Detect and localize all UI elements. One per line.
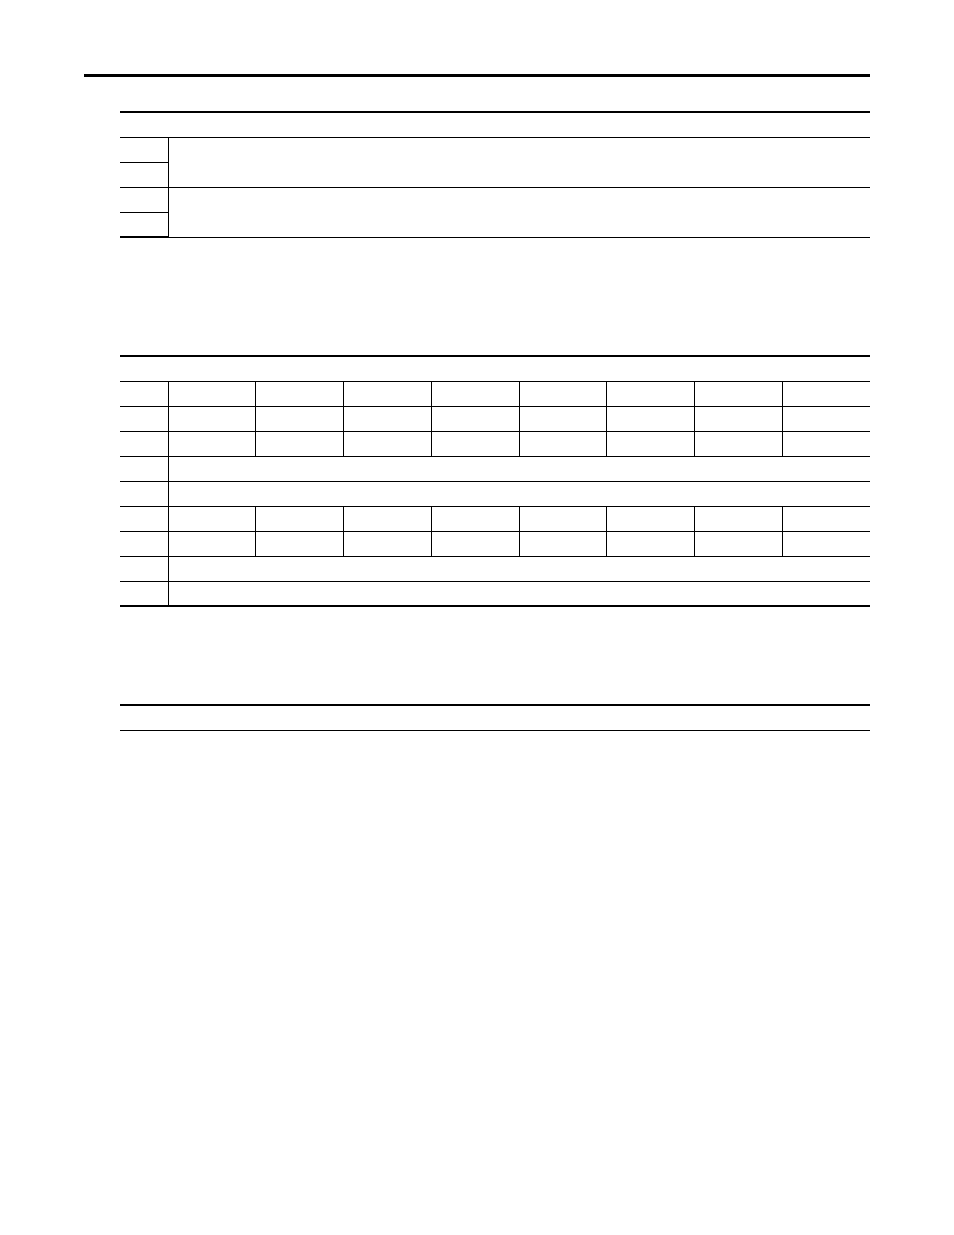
- bit-cell: [782, 531, 870, 556]
- bit-cell: [519, 506, 607, 531]
- instance-152-table: [120, 111, 870, 238]
- column-header-bit: [607, 381, 695, 406]
- bit-cell: [607, 431, 695, 456]
- column-header-bit: [344, 381, 432, 406]
- bit-cell: [431, 431, 519, 456]
- table-row: [120, 481, 870, 506]
- column-header-bit: [256, 381, 344, 406]
- bit-cell: [256, 506, 344, 531]
- table-row: [120, 431, 870, 456]
- table-row: [120, 506, 870, 531]
- column-header-row: [120, 730, 870, 755]
- bit-cell: [695, 406, 783, 431]
- table-row: [120, 531, 870, 556]
- bit-cell: [168, 531, 256, 556]
- table-row: [120, 406, 870, 431]
- table-title: [120, 112, 870, 137]
- bit-cell: [607, 406, 695, 431]
- table-row: [120, 456, 870, 481]
- column-header-bit: [168, 381, 256, 406]
- bit-cell: [519, 406, 607, 431]
- column-header-bit: [519, 381, 607, 406]
- header-rule: [84, 74, 870, 77]
- value-cell: [168, 481, 870, 506]
- byte-cell: [120, 506, 168, 531]
- bit-cell: [695, 506, 783, 531]
- bit-cell: [344, 406, 432, 431]
- byte-cell: [120, 187, 168, 212]
- column-header-bit: [782, 381, 870, 406]
- bit-cell: [519, 531, 607, 556]
- bit-cell: [607, 506, 695, 531]
- column-header-bit: [695, 381, 783, 406]
- value-cell: [168, 556, 870, 581]
- instance-156-table: [120, 704, 870, 755]
- instance-154-table: [120, 355, 870, 607]
- bit-cell: [782, 406, 870, 431]
- value-cell: [168, 137, 870, 187]
- table-title: [120, 356, 870, 381]
- table-row: [120, 581, 870, 606]
- table-row: [120, 556, 870, 581]
- bit-cell: [782, 506, 870, 531]
- column-header-byte: [120, 381, 168, 406]
- byte-cell: [120, 531, 168, 556]
- byte-cell: [120, 456, 168, 481]
- bit-cell: [256, 431, 344, 456]
- bit-cell: [256, 531, 344, 556]
- bit-cell: [344, 531, 432, 556]
- byte-cell: [120, 431, 168, 456]
- value-cell: [168, 187, 870, 237]
- bit-cell: [607, 531, 695, 556]
- bit-cell: [782, 431, 870, 456]
- byte-cell: [120, 556, 168, 581]
- running-header: [852, 53, 870, 65]
- table-row: [120, 187, 870, 212]
- bit-cell: [519, 431, 607, 456]
- value-cell: [168, 581, 870, 606]
- byte-cell: [120, 162, 168, 187]
- bit-cell: [168, 406, 256, 431]
- bit-cell: [168, 506, 256, 531]
- table-row: [120, 137, 870, 162]
- bit-cell: [695, 531, 783, 556]
- bit-cell: [168, 431, 256, 456]
- column-header-row: [120, 381, 870, 406]
- table-title: [120, 705, 870, 730]
- byte-cell: [120, 406, 168, 431]
- bit-cell: [344, 506, 432, 531]
- bit-cell: [256, 406, 344, 431]
- byte-cell: [120, 137, 168, 162]
- byte-cell: [120, 212, 168, 237]
- byte-cell: [120, 581, 168, 606]
- bit-cell: [431, 506, 519, 531]
- bit-cell: [344, 431, 432, 456]
- bit-cell: [431, 406, 519, 431]
- byte-cell: [120, 481, 168, 506]
- value-cell: [168, 456, 870, 481]
- bit-cell: [695, 431, 783, 456]
- column-header-bit: [431, 381, 519, 406]
- bit-cell: [431, 531, 519, 556]
